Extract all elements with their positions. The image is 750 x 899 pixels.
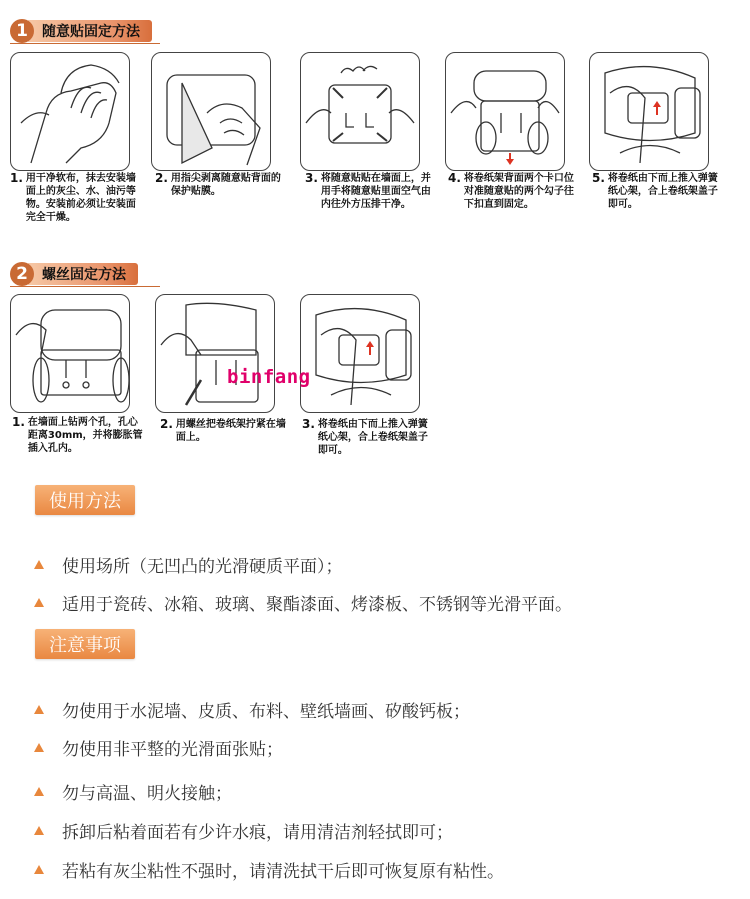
section2-underline (10, 286, 160, 287)
notes-tag: 注意事项 (35, 629, 135, 659)
step1-1-text: 用干净软布，抹去安装墙面上的灰尘、水、油污等物。安装前必须让安装面完全干燥。 (25, 173, 136, 223)
section1-number: 1 (10, 19, 34, 43)
note-item (34, 697, 470, 722)
note-item-text: 若粘有灰尘粘性不强时，请清洗拭干后即可恢复原有粘性。 (62, 862, 504, 882)
bullet-triangle-icon (34, 560, 44, 569)
step1-4-number: 4. (448, 171, 461, 185)
step2-1-number: 1. (12, 415, 25, 429)
note-item-text: 勿使用于水泥墙、皮质、布料、壁纸墙画、矽酸钙板； (62, 702, 470, 722)
step2-1-caption (12, 416, 147, 455)
note-item-text: 勿使用非平整的光滑面张贴； (62, 740, 283, 760)
section1-header (10, 18, 152, 44)
step1-2-number: 2. (155, 171, 168, 185)
note-item-text: 勿与高温、明火接触； (62, 784, 232, 804)
step1-5-caption (592, 172, 727, 211)
step2-3-illustration (300, 294, 420, 413)
step2-2-number: 2. (160, 417, 173, 431)
step1-3-text: 将随意贴贴在墙面上，并用手将随意贴里面空气由内往外方压排干净。 (320, 173, 431, 210)
step1-3-number: 3. (305, 171, 318, 185)
bullet-triangle-icon (34, 743, 44, 752)
step1-5-number: 5. (592, 171, 605, 185)
step2-2-text: 用螺丝把卷纸架拧紧在墙面上。 (175, 419, 286, 443)
usage-item (34, 590, 572, 615)
bullet-triangle-icon (34, 705, 44, 714)
note-item (34, 857, 504, 882)
note-item (34, 818, 453, 843)
usage-item-text: 使用场所（无凹凸的光滑硬质平面）； (62, 557, 343, 577)
usage-tag: 使用方法 (35, 485, 135, 515)
step1-2-text: 用指尖剥离随意贴背面的保护贴膜。 (170, 173, 281, 197)
section1-underline (10, 43, 160, 44)
section2-title: 螺丝固定方法 (28, 263, 138, 285)
bullet-triangle-icon (34, 865, 44, 874)
section2-header (10, 261, 138, 287)
step2-2-caption (160, 418, 290, 444)
bullet-triangle-icon (34, 826, 44, 835)
step1-3-illustration (300, 52, 420, 171)
step1-4-illustration (445, 52, 565, 171)
step2-1-illustration (10, 294, 130, 413)
step1-1-illustration (10, 52, 130, 171)
bullet-triangle-icon (34, 787, 44, 796)
usage-item-text: 适用于瓷砖、冰箱、玻璃、聚酯漆面、烤漆板、不锈钢等光滑平面。 (62, 595, 572, 615)
step1-1-number: 1. (10, 171, 23, 185)
step2-1-text: 在墙面上钻两个孔，孔心距离30mm，并将膨胀管插入孔内。 (27, 417, 143, 454)
note-item (34, 735, 283, 760)
step2-3-text: 将卷纸由下而上推入弹簧纸心架，合上卷纸架盖子即可。 (317, 419, 428, 456)
step1-3-caption (305, 172, 435, 211)
bullet-triangle-icon (34, 598, 44, 607)
note-item (34, 779, 232, 804)
section2-number: 2 (10, 262, 34, 286)
step1-4-text: 将卷纸架背面两个卡口位对准随意贴的两个勾子往下扣直到固定。 (463, 173, 574, 210)
step1-4-caption (448, 172, 578, 211)
section1-title: 随意贴固定方法 (28, 20, 152, 42)
step2-2-illustration (155, 294, 275, 413)
step1-2-illustration (151, 52, 271, 171)
step2-3-number: 3. (302, 417, 315, 431)
watermark: binfang (227, 366, 311, 388)
step1-5-text: 将卷纸由下而上推入弹簧纸心架，合上卷纸架盖子即可。 (607, 173, 718, 210)
note-item-text: 拆卸后粘着面若有少许水痕，请用清洁剂轻拭即可； (62, 823, 453, 843)
step1-1-caption (10, 172, 140, 224)
step1-5-illustration (589, 52, 709, 171)
step1-2-caption (155, 172, 287, 198)
step2-3-caption (302, 418, 432, 457)
usage-item (34, 552, 343, 577)
